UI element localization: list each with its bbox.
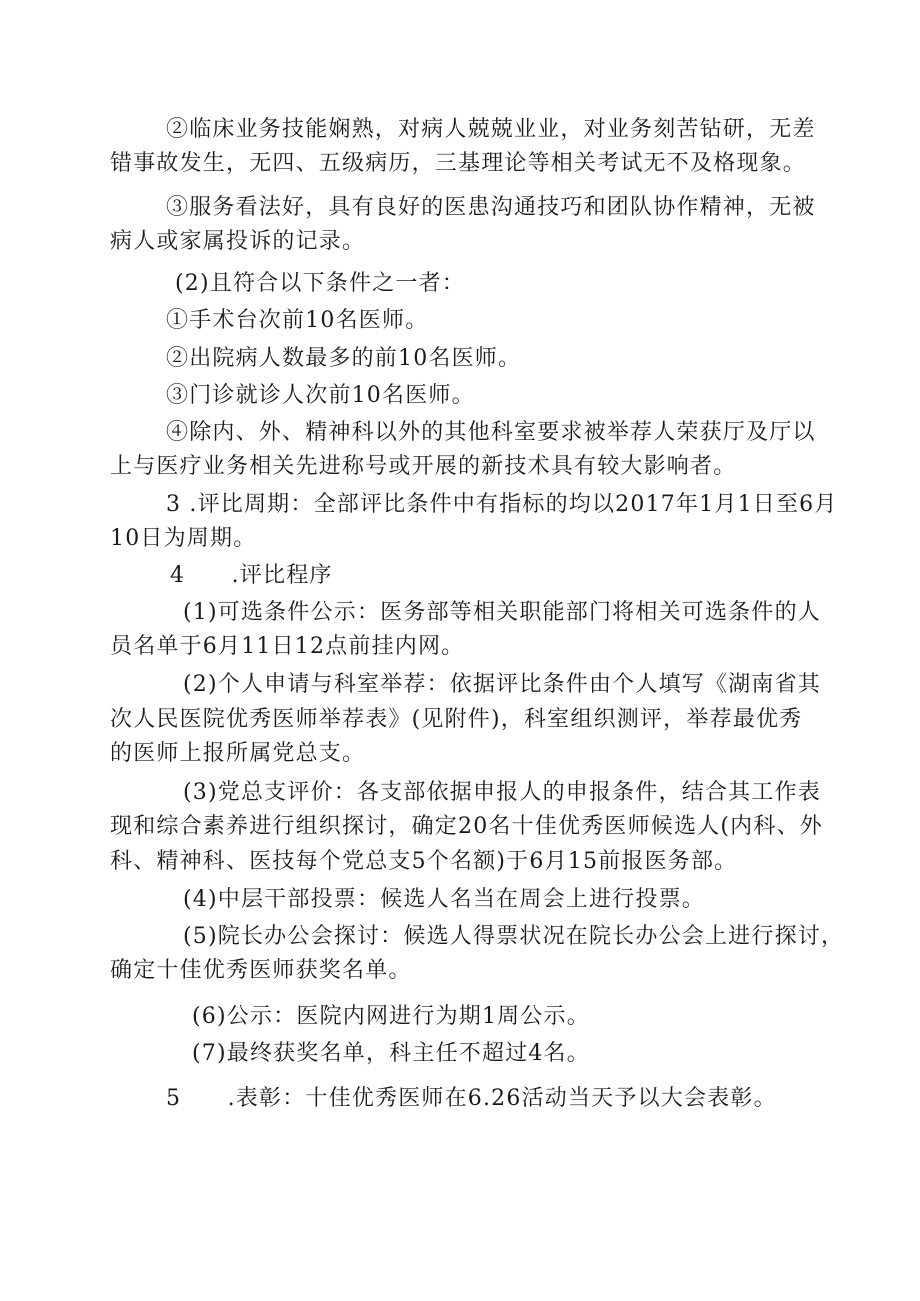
paragraph-line: ②临床业务技能娴熟，对病人兢兢业业，对业务刻苦钻研，无差 (166, 117, 816, 142)
paragraph-line: 10日为周期。 (110, 526, 257, 551)
paragraph-line: 确定十佳优秀医师获奖名单。 (110, 958, 412, 983)
paragraph-line: (1)可选条件公示：医务部等相关职能部门将相关可选条件的人 (183, 600, 821, 625)
paragraph-line: (3)党总支评价：各支部依据申报人的申报条件，结合其工作表 (183, 780, 821, 805)
paragraph-line: ①手术台次前10名医师。 (166, 308, 429, 333)
paragraph-line: 科、精神科、医技每个党总支5个名额)于6月15前报医务部。 (110, 849, 738, 874)
section-heading: 4 .评比程序 (170, 563, 333, 588)
section-heading: 5 .表彰：十佳优秀医师在6.26活动当天予以大会表彰。 (166, 1086, 777, 1111)
paragraph-line: (2)且符合以下条件之一者： (175, 271, 465, 296)
paragraph-line: (2)个人申请与科室举荐：依据评比条件由个人填写《湖南省其 (183, 672, 821, 697)
paragraph-line: 次人民医院优秀医师举荐表》(见附件)，科室组织测评，举荐最优秀 (110, 707, 803, 732)
paragraph-line: (6)公示：医院内网进行为期1周公示。 (192, 1004, 590, 1029)
paragraph-line: ③门诊就诊人次前10名医师。 (166, 383, 475, 408)
paragraph-line: ②出院病人数最多的前10名医师。 (166, 346, 522, 371)
paragraph-line: (5)院长办公会探讨：候选人得票状况在院长办公会上进行探讨， (183, 924, 845, 949)
paragraph-line: 3 .评比周期：全部评比条件中有指标的均以2017年1月1日至6月 (166, 492, 838, 517)
paragraph-line: 病人或家属投诉的记录。 (110, 229, 366, 254)
paragraph-line: ③服务看法好，具有良好的医患沟通技巧和团队协作精神，无被 (166, 195, 816, 220)
paragraph-line: 上与医疗业务相关先进称号或开展的新技术具有较大影响者。 (110, 454, 737, 479)
paragraph-line: 员名单于6月11日12点前挂内网。 (110, 634, 465, 659)
paragraph-line: (4)中层干部投票：候选人名当在周会上进行投票。 (183, 887, 705, 912)
paragraph-line: ④除内、外、精神科以外的其他科室要求被举荐人荣获厅及厅以 (166, 420, 816, 445)
paragraph-line: 的医师上报所属党总支。 (110, 741, 366, 766)
paragraph-line: 错事故发生，无四、五级病历，三基理论等相关考试无不及格现象。 (110, 151, 807, 176)
paragraph-line: (7)最终获奖名单，科主任不超过4名。 (192, 1041, 590, 1066)
paragraph-line: 现和综合素养进行组织探讨，确定20名十佳优秀医师候选人(内科、外 (110, 814, 823, 839)
